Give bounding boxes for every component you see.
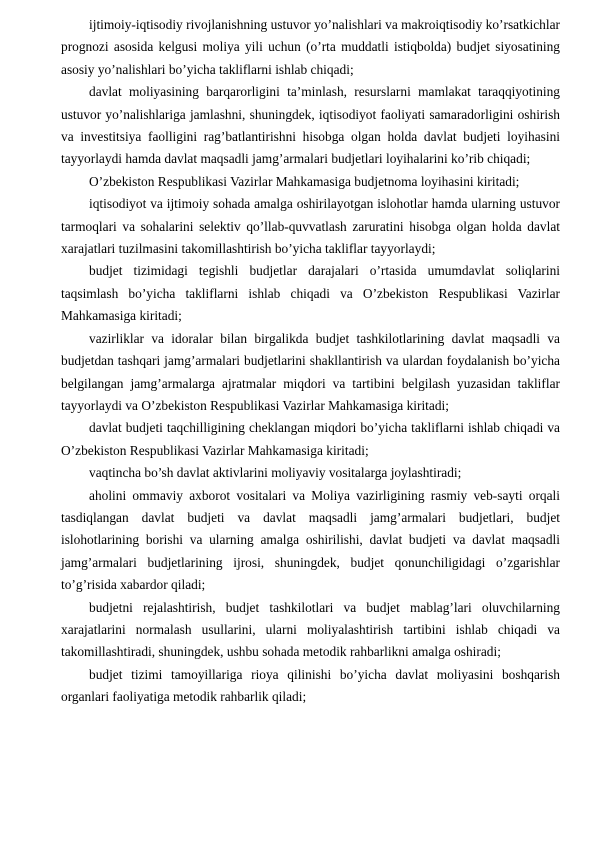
document-page [61, 14, 560, 709]
paragraph: davlat moliyasining barqarorligini ta’minlash, resurslarni mamlakat taraqqiyotining ustuvor yo’nalishlariga jamlashni, shuningdek, iqtisodiyot faoliyati samaradorligini oshirish va investitsiya faolligini rag’batlantirishni hisobga olgan holda davlat budjeti loyihasini tayyorlaydi hamda davlat maqsadli jamg’armalari budjetlari loyihalarini ko’rib chiqadi; [61, 84, 560, 167]
paragraph: vaqtincha bo’sh davlat aktivlarini moliyaviy vositalarga joylashtiradi; [89, 465, 462, 481]
paragraph: aholini ommaviy axborot vositalari va Moliya vazirligining rasmiy veb-sayti orqali tasdiqlangan davlat budjeti va davlat maqsadli jamg’armalari budjetlari, budjet islohotlarining borishi va ularning amalga oshirilishi, davlat budjeti va davlat maqsadli jamg’armalari budjetlarining ijrosi, shuningdek, budjet qonunchiligidagi o’zgarishlar to’g’risida xabardor qiladi; [61, 487, 560, 593]
paragraph: iqtisodiyot va ijtimoiy sohada amalga oshirilayotgan islohotlar hamda ularning ustuvor tarmoqlari va sohalarini selektiv qo’llab-quvvatlash zaruratini hisobga olgan holda davlat xarajatlari tuzilmasini takomillashtirish bo’yicha takliflar tayyorlaydi; [61, 196, 560, 257]
paragraph: O’zbekiston Respublikasi Vazirlar Mahkamasiga budjetnoma loyihasini kiritadi; [89, 173, 520, 189]
paragraph: vazirliklar va idoralar bilan birgalikda budjet tashkilotlarining davlat maqsadli va budjetdan tashqari jamg’armalari budjetlarini shakllantirish va ulardan foydalanish bo’yicha belgilangan jamg’armalarga ajratmalar miqdori va tartibini belgilash yuzasidan takliflar tayyorlaydi va O’zbekiston Respublikasi Vazirlar Mahkamasiga kiritadi; [61, 330, 560, 413]
paragraph: davlat budjeti taqchilligining cheklangan miqdori bo’yicha takliflarni ishlab chiqadi va O’zbekiston Respublikasi Vazirlar Mahkamasiga kiritadi; [61, 420, 560, 458]
paragraph: budjet tizimidagi tegishli budjetlar darajalari o’rtasida umumdavlat soliqlarini taqsimlash bo’yicha takliflarni ishlab chiqadi va O’zbekiston Respublikasi Vazirlar Mahkamasiga kiritadi; [61, 263, 560, 324]
paragraph: budjetni rejalashtirish, budjet tashkilotlari va budjet mablag’lari oluvchilarning xarajatlarini normalash usullarini, ularni moliyalashtirish tartibini ishlab chiqadi va takomillashtiradi, shuningdek, ushbu sohada metodik rahbarlikni amalga oshiradi; [61, 599, 560, 660]
paragraph: budjet tizimi tamoyillariga rioya qilinishi bo’yicha davlat moliyasini boshqarish organlari faoliyatiga metodik rahbarlik qiladi; [61, 666, 560, 705]
paragraph: ijtimoiy-iqtisodiy rivojlanishning ustuvor yo’nalishlari va makroiqtisodiy ko’rsatkichlar prognozi asosida kelgusi moliya yili uchun (o’rta muddatli istiqbolda) budjet siyosatining asosiy yo’nalishlari bo’yicha takliflarni ishlab chiqadi; [61, 17, 560, 77]
